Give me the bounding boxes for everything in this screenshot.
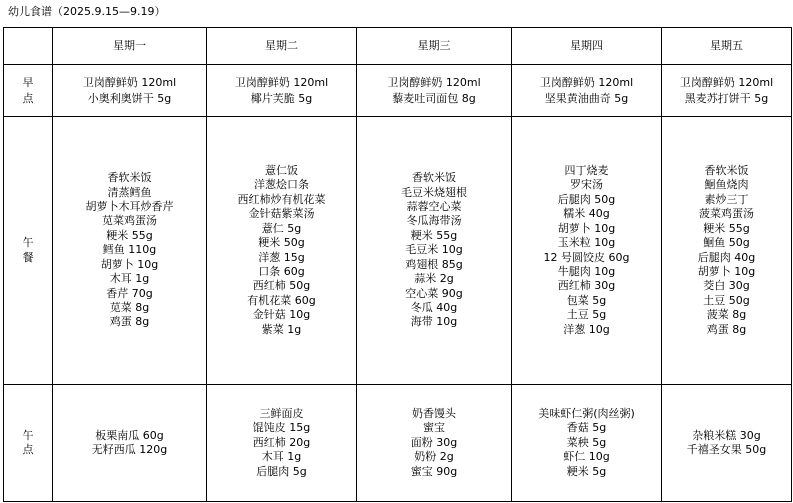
menu-line: 茭白 30g [703, 279, 750, 293]
meal-label-char: 午 [22, 236, 34, 250]
menu-title: 幼儿食谱（2025.9.15—9.19） [8, 5, 166, 18]
menu-line: 金针菇紫菜汤 [248, 207, 315, 221]
menu-line: 西红柿 50g [252, 279, 311, 293]
menu-line: 虾仁 10g [563, 450, 610, 464]
menu-cell [357, 385, 512, 502]
menu-line: 菜秧 5g [566, 435, 607, 449]
meal-label [4, 65, 53, 117]
menu-line: 粳米 55g [106, 228, 153, 242]
menu-line: 美味虾仁粥(肉丝粥) [538, 406, 635, 420]
meal-label-char: 午 [22, 428, 34, 442]
menu-line: 小奥利奥饼干 5g [87, 91, 172, 105]
meal-row-afternoon-snack [4, 385, 792, 502]
menu-line: 12 号圆饺皮 60g [543, 250, 630, 264]
menu-line: 胡萝卜 10g [100, 257, 159, 271]
menu-line: 素炒三丁 [704, 192, 749, 206]
menu-line: 卫岗醇鲜奶 120ml [234, 75, 329, 89]
menu-line: 坚果黄油曲奇 5g [544, 91, 629, 105]
menu-line: 杂粮米糕 30g [692, 428, 761, 442]
menu-cell [53, 117, 207, 385]
menu-line: 西红柿 30g [557, 279, 616, 293]
menu-line: 胡萝卜 10g [557, 221, 616, 235]
menu-cell [207, 65, 357, 117]
menu-line: 胡萝卜木耳炒香芹 [85, 200, 174, 214]
menu-line: 面粉 30g [410, 435, 458, 449]
menu-line: 胡萝卜 10g [697, 264, 756, 278]
menu-cell [357, 117, 512, 385]
menu-line: 四丁烧麦 [564, 164, 609, 178]
menu-line: 菠菜 8g [706, 308, 747, 322]
menu-line: 糯米 40g [563, 207, 610, 221]
menu-cell [662, 385, 792, 502]
menu-line: 蜜宝 90g [410, 464, 458, 478]
menu-line: 卫岗醇鲜奶 120ml [539, 75, 634, 89]
meal-label-char: 点 [22, 443, 34, 456]
day-header-monday: 星期一 [53, 28, 207, 65]
day-header-tuesday: 星期二 [207, 28, 357, 65]
menu-line: 香菇 5g [566, 421, 607, 435]
corner-cell [4, 28, 53, 65]
menu-line: 紫菜 1g [261, 322, 302, 336]
menu-line: 清蒸鳕鱼 [107, 185, 152, 199]
menu-line: 卫岗醇鲜奶 120ml [679, 75, 774, 89]
menu-cell [662, 65, 792, 117]
meal-label-char: 点 [22, 91, 34, 105]
menu-line: 木耳 1g [261, 450, 302, 464]
menu-cell [53, 65, 207, 117]
menu-line: 毛豆米烧翅根 [401, 185, 467, 199]
meal-row-lunch [4, 117, 792, 385]
menu-line: 牛腿肉 10g [557, 264, 616, 278]
menu-line: 西红柿 20g [252, 435, 311, 449]
menu-line: 后腿肉 40g [697, 250, 756, 264]
menu-cell [207, 385, 357, 502]
weekly-menu-table [3, 27, 792, 502]
menu-line: 香软米饭 [412, 171, 456, 185]
day-header-thursday: 星期四 [512, 28, 662, 65]
menu-line: 薏仁 5g [261, 221, 302, 235]
meal-label-char: 餐 [22, 250, 34, 264]
day-header-friday: 星期五 [662, 28, 792, 65]
menu-cell [53, 385, 207, 502]
menu-line: 黑麦苏打饼干 5g [684, 91, 769, 105]
menu-line: 奶香馒头 [412, 406, 456, 420]
menu-line: 鸡翅根 85g [405, 257, 463, 271]
meal-row-breakfast [4, 65, 792, 117]
menu-line: 粳米 50g [258, 236, 305, 250]
menu-cell [207, 117, 357, 385]
meal-label [4, 385, 53, 502]
menu-line: 包菜 5g [566, 293, 607, 307]
menu-line: 鮰鱼 50g [703, 236, 750, 250]
meal-label [4, 117, 53, 385]
menu-line: 木耳 1g [109, 272, 150, 286]
menu-line: 卫岗醇鲜奶 120ml [387, 75, 481, 89]
menu-line: 千禧圣女果 50g [686, 443, 767, 456]
menu-line: 冬瓜 40g [410, 300, 458, 314]
menu-line: 海带 10g [410, 315, 458, 329]
menu-line: 蒜米 2g [414, 272, 454, 286]
menu-line: 土豆 5g [566, 308, 607, 322]
menu-line: 土豆 50g [703, 293, 750, 307]
menu-line: 藜麦吐司面包 8g [392, 91, 476, 105]
menu-line: 鸡蛋 8g [109, 315, 150, 329]
menu-line: 椰片芙脆 5g [250, 91, 313, 105]
menu-line: 香芹 70g [106, 286, 153, 300]
menu-line: 奶粉 2g [414, 450, 454, 464]
menu-line: 口条 60g [258, 264, 305, 278]
menu-line: 有机花菜 60g [247, 293, 316, 307]
menu-line: 三鲜面皮 [259, 406, 304, 420]
menu-line: 卫岗醇鲜奶 120ml [82, 75, 177, 89]
menu-line: 金针菇 10g [252, 308, 311, 322]
meal-label-char: 早 [22, 75, 34, 89]
menu-line: 菠菜鸡蛋汤 [699, 207, 754, 221]
menu-cell [357, 65, 512, 117]
menu-line: 空心菜 90g [405, 286, 463, 300]
menu-line: 蒜蓉空心菜 [406, 200, 462, 214]
menu-line: 罗宋汤 [570, 178, 603, 192]
menu-line: 香软米饭 [704, 164, 749, 178]
menu-line: 苋菜 8g [109, 300, 150, 314]
menu-line: 西红柿炒有机花菜 [237, 192, 326, 206]
menu-line: 薏仁饭 [265, 164, 298, 178]
menu-line: 鳕鱼 110g [102, 243, 157, 257]
menu-line: 鸡蛋 8g [706, 322, 747, 336]
menu-line: 洋葱 15g [258, 250, 305, 264]
menu-line: 后腿肉 5g [256, 464, 307, 478]
menu-line: 粳米 5g [566, 464, 607, 478]
menu-line: 洋葱烩口条 [254, 178, 309, 192]
menu-line: 板栗南瓜 60g [95, 428, 164, 442]
menu-line: 玉米粒 10g [557, 236, 616, 250]
menu-line: 苋菜鸡蛋汤 [102, 214, 157, 228]
menu-line: 粳米 55g [410, 228, 458, 242]
menu-line: 鮰鱼烧肉 [704, 178, 749, 192]
menu-cell [512, 117, 662, 385]
menu-line: 香软米饭 [107, 171, 152, 185]
menu-cell [512, 65, 662, 117]
menu-line: 无籽西瓜 120g [91, 443, 168, 456]
menu-cell [512, 385, 662, 502]
menu-line: 冬瓜海带汤 [406, 214, 462, 228]
menu-line: 洋葱 10g [563, 322, 610, 336]
menu-line: 毛豆米 10g [405, 243, 463, 257]
header-row [4, 28, 792, 65]
menu-line: 后腿肉 50g [557, 192, 616, 206]
menu-line: 蜜宝 [423, 421, 445, 435]
menu-line: 粳米 55g [703, 221, 750, 235]
menu-cell [662, 117, 792, 385]
day-header-wednesday: 星期三 [357, 28, 512, 65]
menu-line: 馄饨皮 15g [252, 421, 311, 435]
